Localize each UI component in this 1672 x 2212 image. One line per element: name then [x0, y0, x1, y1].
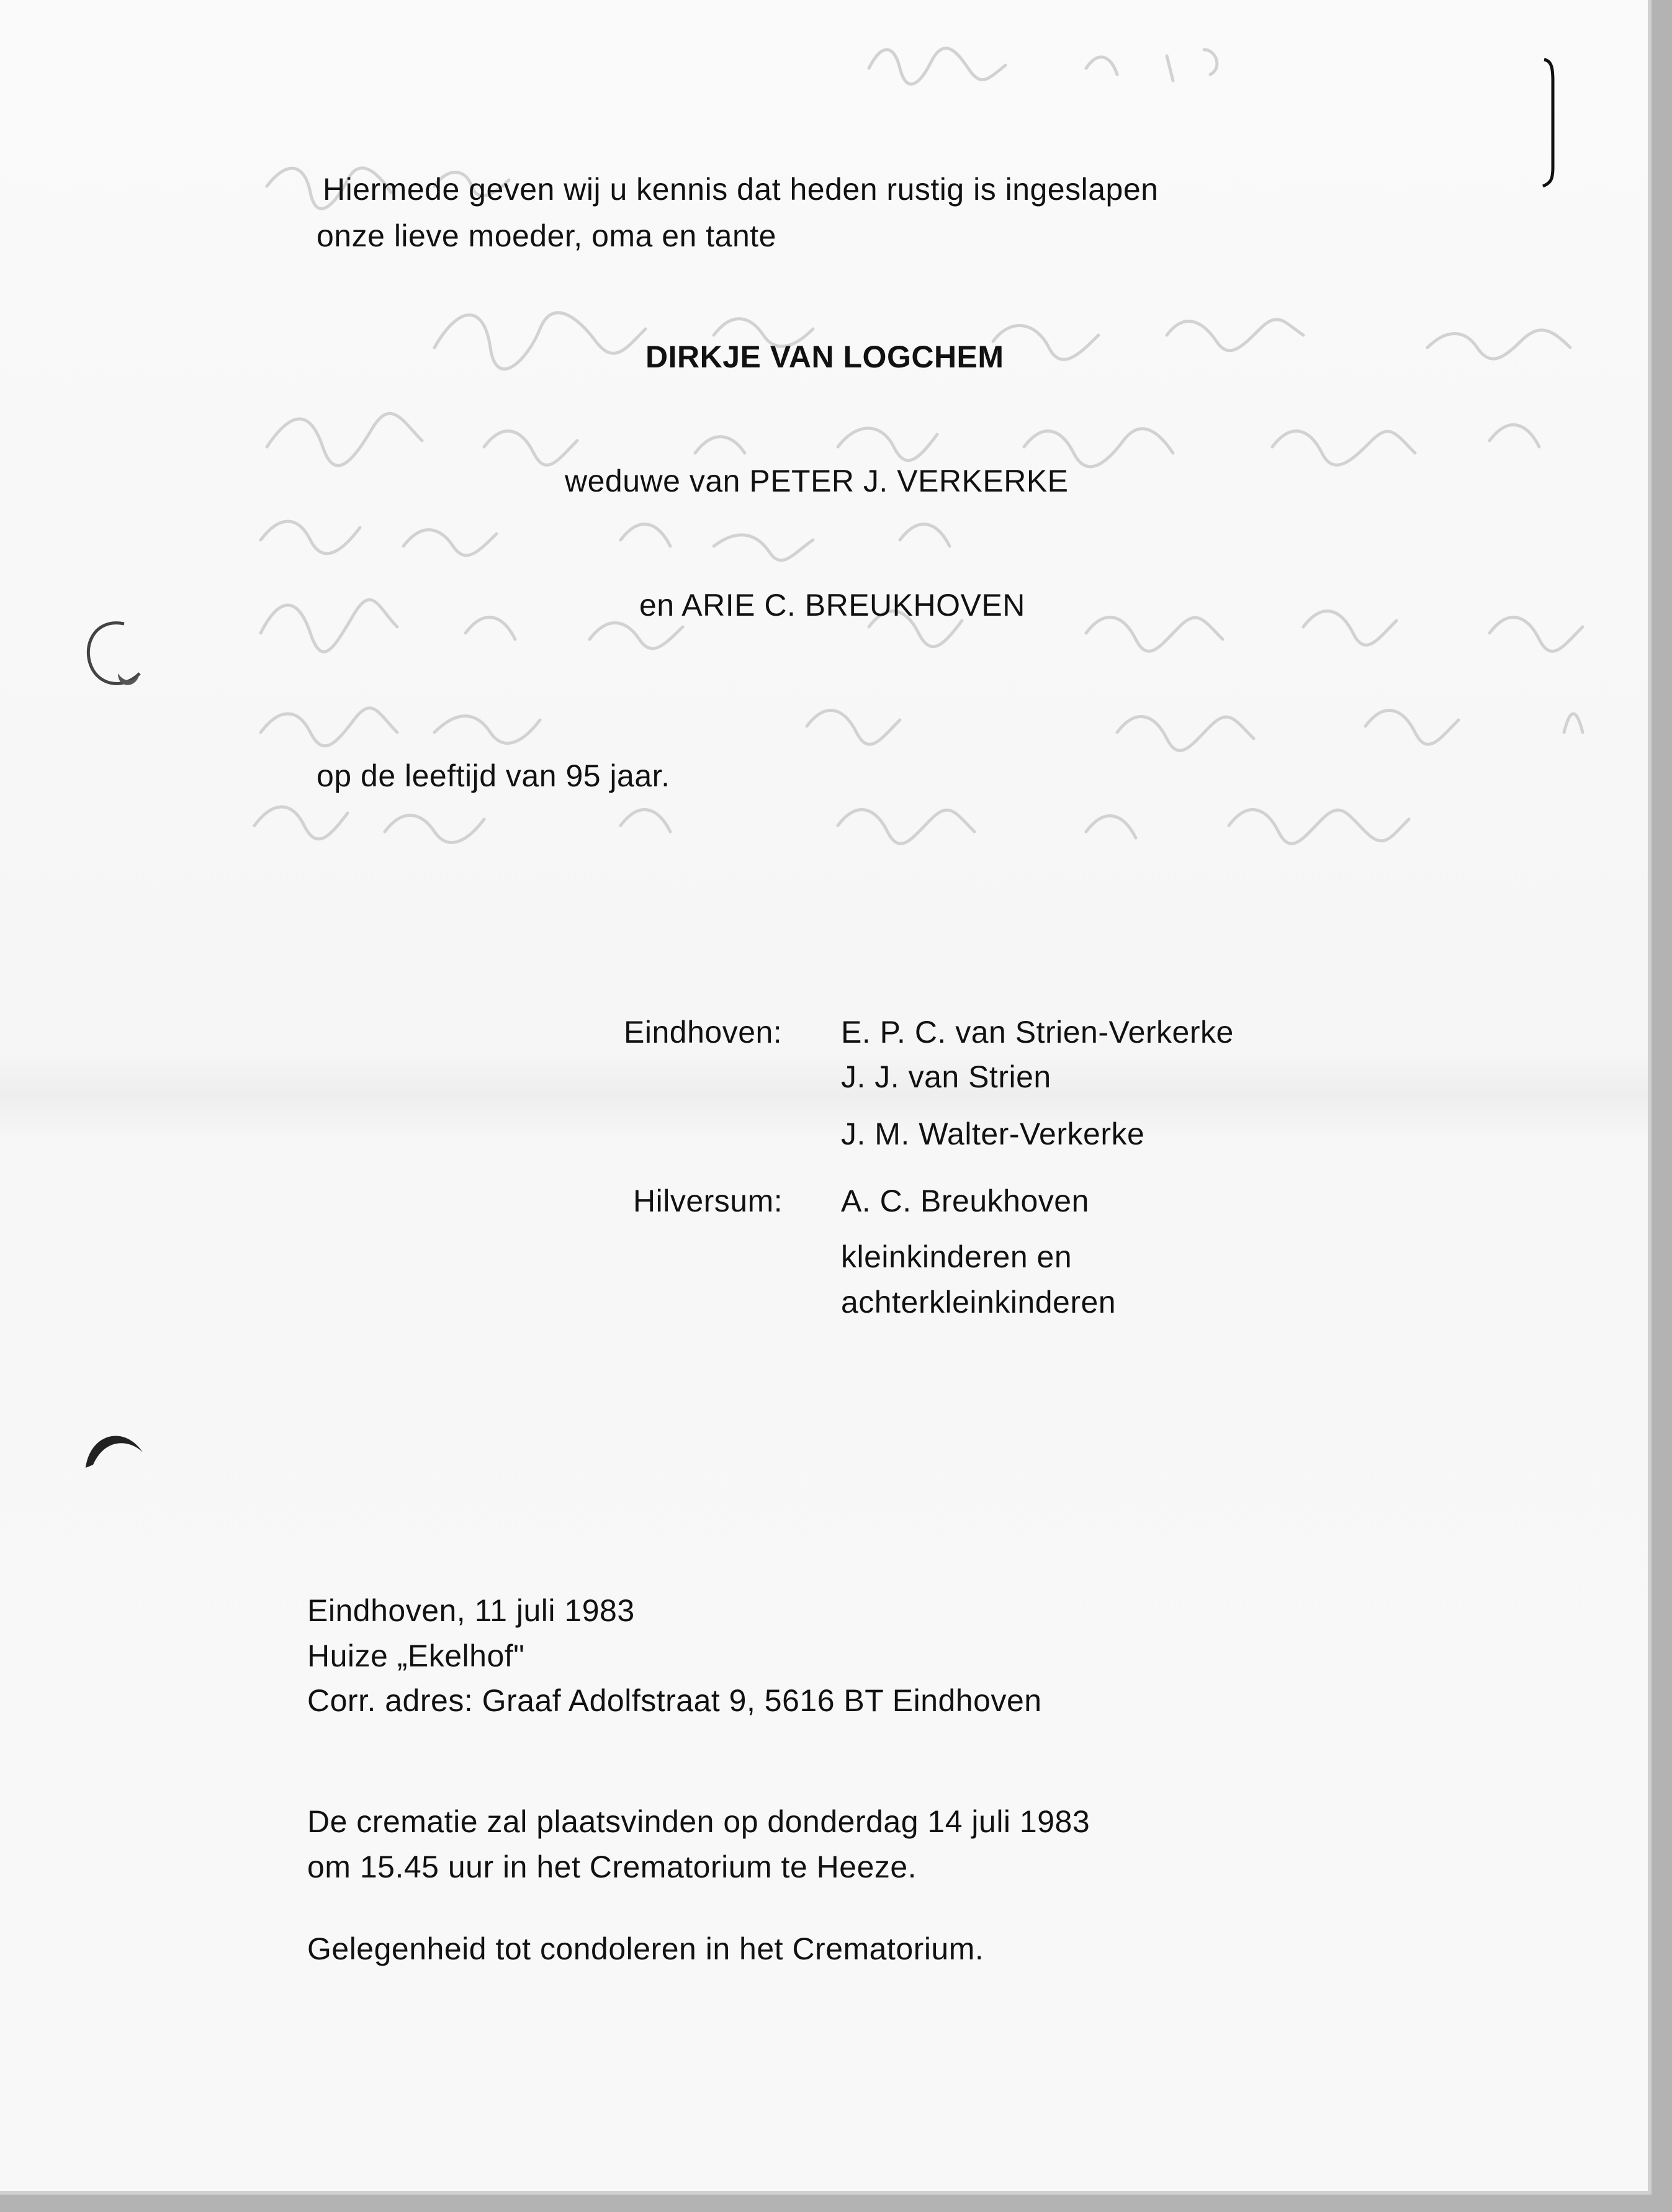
- family-grandchildren: kleinkinderen en: [841, 1239, 1072, 1274]
- intro-line-2: onze lieve moeder, oma en tante: [317, 218, 776, 253]
- age-line: op de leeftijd van 95 jaar.: [317, 758, 670, 793]
- address-line-3: Corr. adres: Graaf Adolfstraat 9, 5616 BT Eindhoven: [307, 1683, 1042, 1718]
- punch-hole-mark-bottom: [81, 1421, 149, 1477]
- intro-line-1: Hiermede geven wij u kennis dat heden rustig is ingeslapen: [323, 172, 1159, 207]
- address-line-1: Eindhoven, 11 juli 1983: [307, 1593, 635, 1628]
- family-name-4: A. C. Breukhoven: [841, 1184, 1089, 1218]
- fold-bracket-mark: [1539, 56, 1564, 192]
- family-name-1: E. P. C. van Strien-Verkerke: [841, 1015, 1234, 1050]
- punch-hole-mark-top: [81, 614, 149, 695]
- show-through-handwriting: [0, 0, 1648, 1055]
- family-hilversum-label: Hilversum:: [633, 1184, 783, 1218]
- condolence-line: Gelegenheid tot condoleren in het Crematorium.: [307, 1931, 984, 1966]
- family-eindhoven-label: Eindhoven:: [624, 1015, 783, 1050]
- family-name-3: J. M. Walter-Verkerke: [841, 1117, 1145, 1151]
- cremation-line-1: De crematie zal plaatsvinden op donderdag 14 juli 1983: [307, 1804, 1090, 1839]
- and-of-line: en ARIE C. BREUKHOVEN: [639, 588, 1025, 623]
- cremation-line-2: om 15.45 uur in het Crematorium te Heeze.: [307, 1850, 917, 1884]
- family-great-grandchildren: achterkleinkinderen: [841, 1285, 1117, 1320]
- deceased-name: DIRKJE VAN LOGCHEM: [645, 339, 1004, 374]
- address-line-2: Huize „Ekelhof": [307, 1639, 525, 1673]
- widow-of-line: weduwe van PETER J. VERKERKE: [565, 464, 1069, 498]
- family-name-2: J. J. van Strien: [841, 1059, 1051, 1094]
